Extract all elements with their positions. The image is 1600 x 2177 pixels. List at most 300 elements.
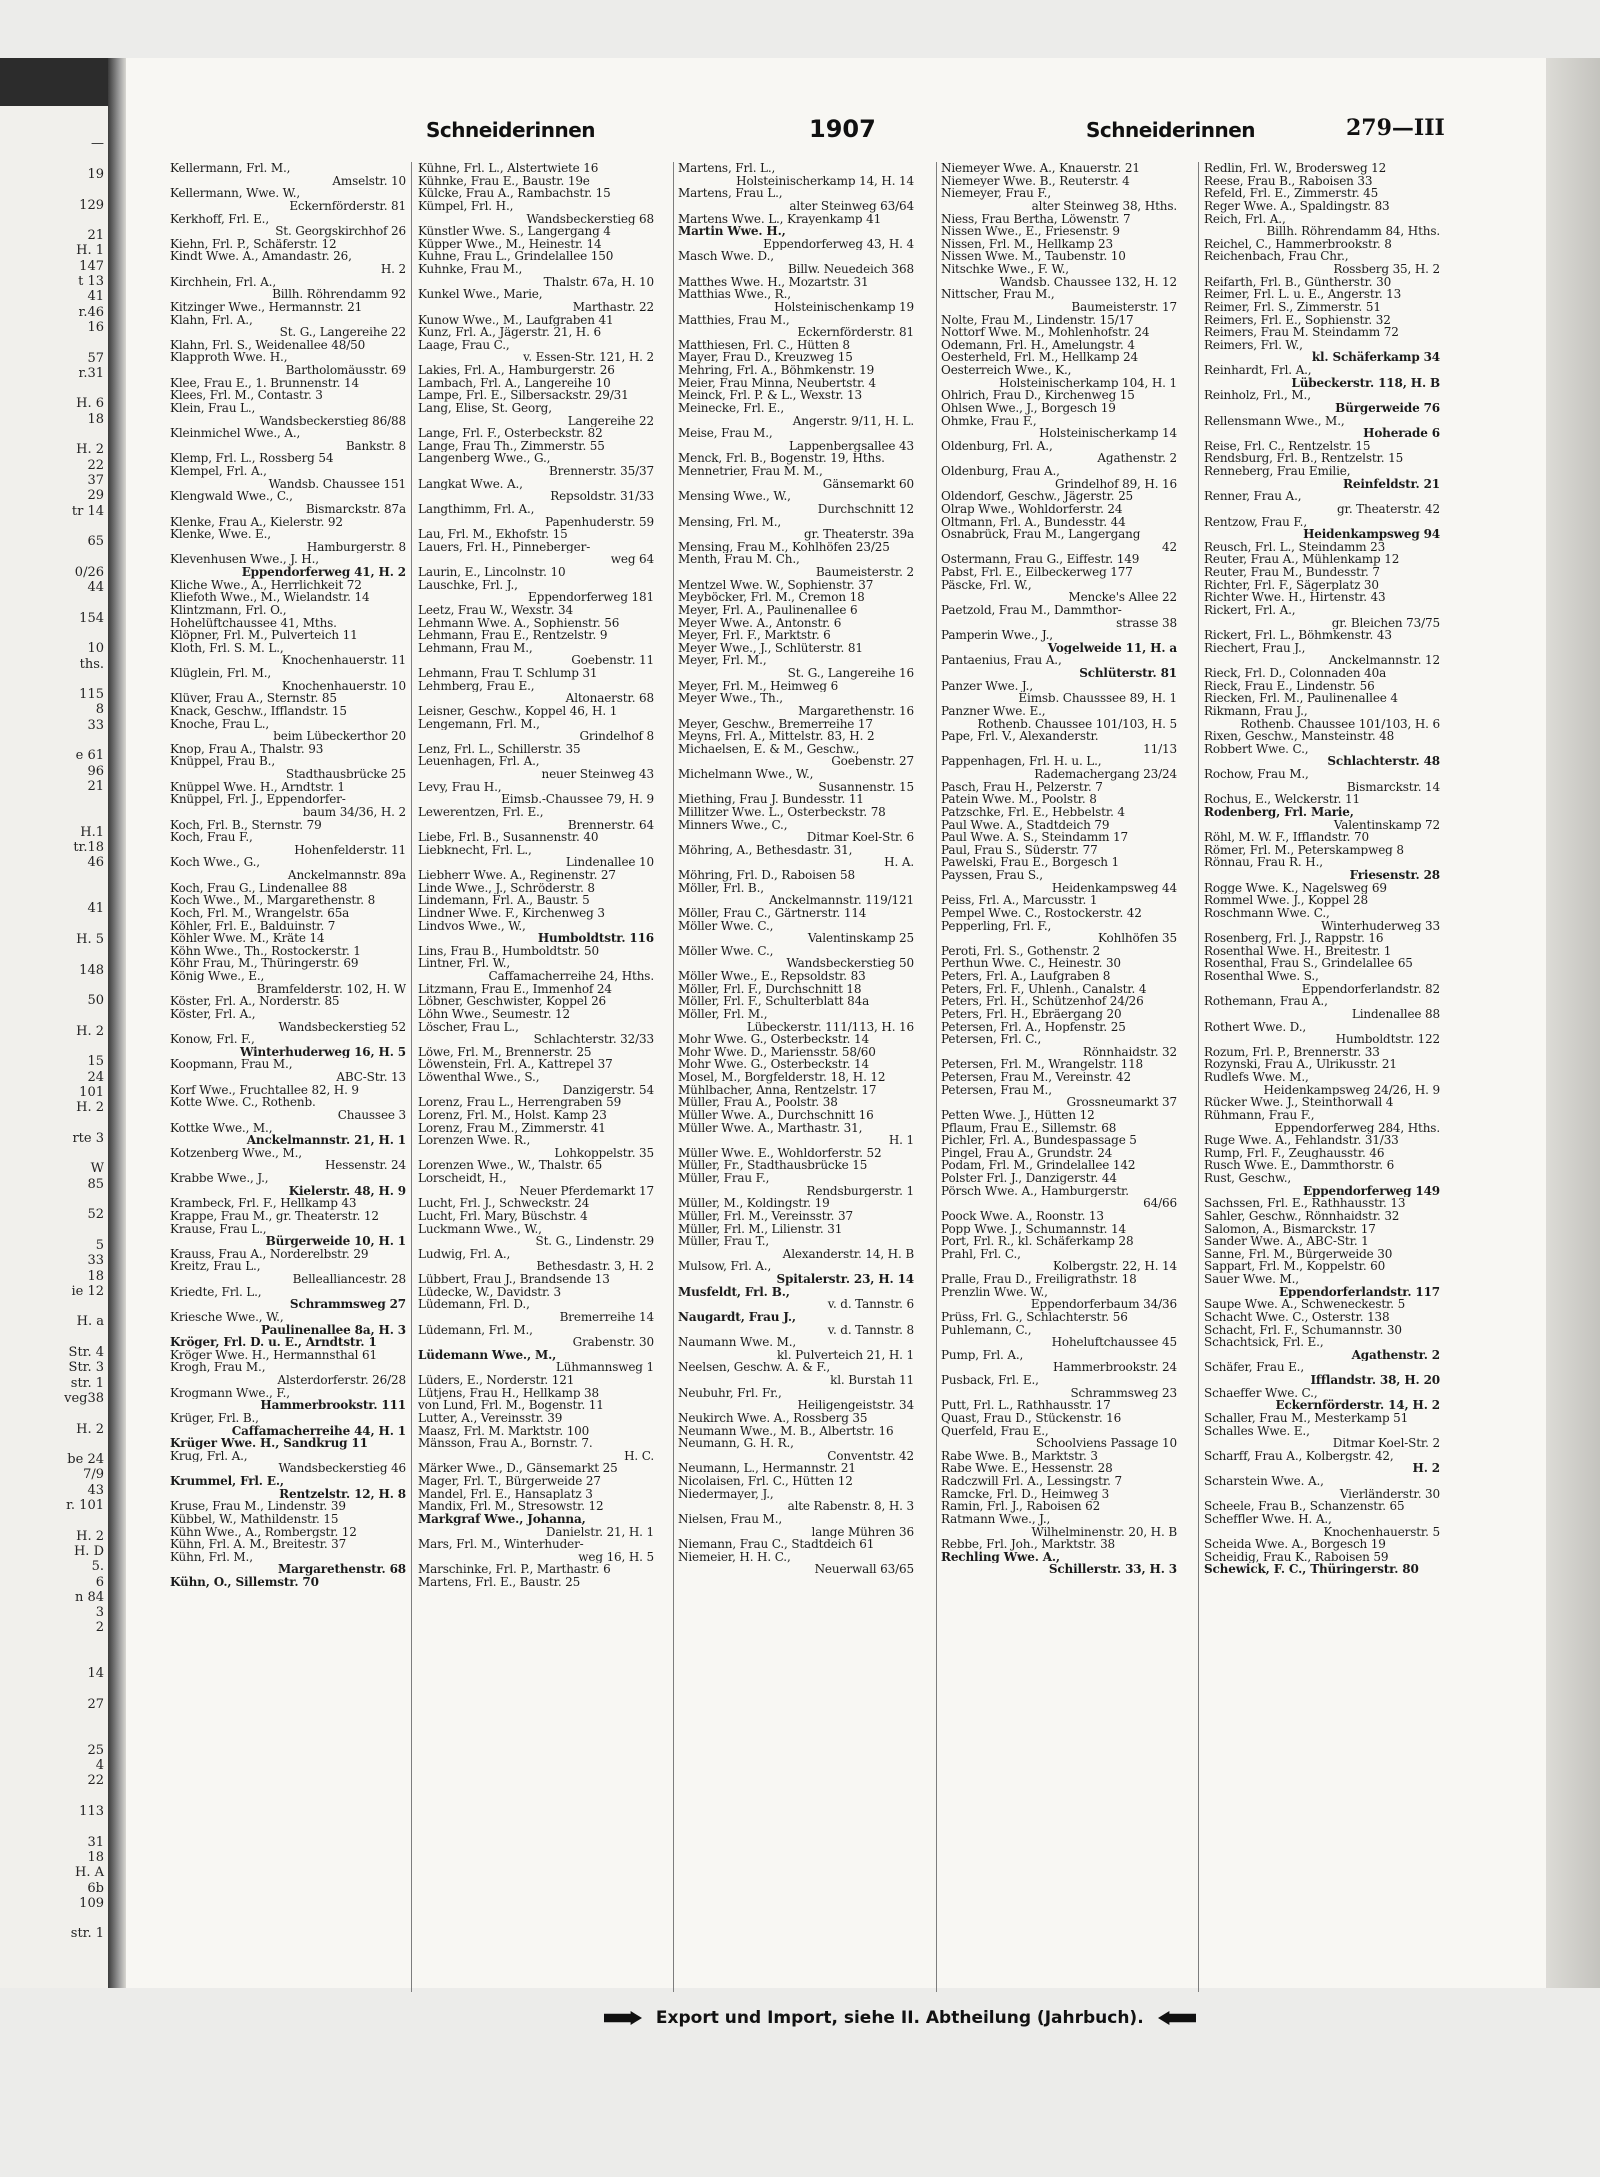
directory-entry: Krummel, Frl. E., — [170, 1475, 284, 1488]
adjacent-page-fragment: 0/26 — [74, 565, 104, 579]
directory-entry: Eppendorferweg 181 — [528, 591, 654, 604]
directory-entry: Lorenzen Wwe. R., — [418, 1134, 531, 1147]
directory-entry: Schaeffer Wwe. C., — [1204, 1386, 1318, 1400]
directory-entry: Oesterheld, Frl. M., Hellkamp 24 — [941, 351, 1139, 364]
directory-entry: Petersen, Frl. C., — [941, 1033, 1042, 1046]
directory-entry: Lüdemann Wwe., M., — [418, 1348, 557, 1362]
directory-entry: Scharff, Frau A., Kolbergstr. 42, — [1204, 1449, 1394, 1463]
directory-entry: Neubuhr, Frl. Fr., — [678, 1386, 782, 1400]
directory-entry: Klevenhusen Wwe., J. H., — [170, 553, 319, 566]
adjacent-page-fragment: rte 3 — [72, 1131, 104, 1145]
directory-entry: Mennetrier, Frau M. M., — [678, 465, 823, 478]
directory-entry: Rentzelstr. 12, H. 8 — [279, 1487, 406, 1501]
directory-entry: Reinhardt, Frl. A., — [1204, 364, 1312, 377]
directory-entry: H. A. — [884, 856, 914, 869]
directory-entry: gr. Bleichen 73/75 — [1331, 616, 1440, 630]
directory-entry: Rellensmann Wwe., M., — [1204, 414, 1345, 428]
adjacent-page-fragment: 113 — [79, 1805, 104, 1818]
directory-entry: Angerstr. 9/11, H. L. — [792, 414, 914, 428]
directory-entry: Sander Wwe. A., ABC-Str. 1 — [1204, 1235, 1369, 1248]
adjacent-page-fragment: 5. — [91, 1560, 104, 1574]
directory-entry: Kreitz, Frau L., — [170, 1260, 261, 1273]
directory-entry: Köster, Frl. A., Norderstr. 85 — [170, 995, 340, 1008]
directory-entry: Rikmann, Frau J., — [1204, 704, 1308, 718]
directory-entry: Reise, Frl. C., Rentzelstr. 15 — [1204, 439, 1371, 453]
adjacent-page-fragment: 8 — [95, 703, 104, 717]
directory-entry: Schäfer, Frau E., — [1204, 1361, 1305, 1374]
directory-entry: Rump, Frl. F., Zeughausstr. 46 — [1204, 1146, 1385, 1160]
directory-entry: Reuter, Frau A., Mühlenkamp 12 — [1204, 553, 1400, 566]
directory-entry: Schlüterstr. 81 — [1079, 667, 1177, 680]
adjacent-page-fragment: e 61 — [75, 749, 104, 763]
directory-entry: Lang, Elise, St. Georg, — [418, 401, 552, 415]
directory-entry: Rendsburgerstr. 1 — [806, 1184, 914, 1198]
directory-entry: Koch, Frl. M., Wrangelstr. 65a — [170, 906, 350, 920]
directory-entry: Mulsow, Frl. A., — [678, 1260, 772, 1273]
directory-entry: Osnabrück, Frau M., Langergang — [941, 528, 1141, 541]
directory-entry: Mencke's Allee 22 — [1068, 591, 1177, 604]
directory-entry: Rieck, Frau E., Lindenstr. 56 — [1204, 679, 1375, 693]
directory-entry: Reinfeldstr. 21 — [1343, 477, 1440, 491]
adjacent-page-fragment: 96 — [87, 764, 104, 778]
directory-entry: Neumann Wwe., M. B., Albertstr. 16 — [678, 1424, 894, 1438]
directory-entry: Lüdemann, Frl. D., — [418, 1298, 530, 1311]
directory-entry: Salomon, A., Bismarckstr. 17 — [1204, 1222, 1376, 1236]
directory-entry: Scharstein Wwe. A., — [1204, 1475, 1324, 1488]
directory-entry: Grossneumarkt 37 — [1066, 1096, 1177, 1109]
directory-entry: Knüppel, Frl. J., Eppendorfer- — [170, 793, 346, 806]
adjacent-page-fragment: 147 — [79, 259, 104, 273]
adjacent-page-fragment: 21 — [87, 229, 104, 243]
directory-entry: Krappe, Frau M., gr. Theaterstr. 12 — [170, 1209, 379, 1223]
adjacent-page-fragment: 25 — [87, 1743, 104, 1757]
directory-entry: Ohmke, Frau F., — [941, 414, 1037, 428]
directory-entry: Anckelmannstr. 12 — [1328, 654, 1440, 667]
directory-entry: Danielstr. 21, H. 1 — [545, 1525, 654, 1539]
directory-column-1 — [170, 162, 406, 2032]
directory-entry: Krogmann Wwe., F., — [170, 1386, 290, 1400]
directory-entry: Michaelsen, E. & M., Geschw., — [678, 742, 860, 756]
directory-entry: St. Georgskirchhof 26 — [275, 225, 406, 238]
directory-entry: Löwe, Frl. M., Brennerstr. 25 — [418, 1045, 592, 1059]
directory-entry: Masch Wwe. D., — [678, 250, 774, 263]
directory-entry: Lorscheidt, H., — [418, 1172, 507, 1185]
adjacent-page-fragment: 154 — [79, 611, 104, 625]
directory-entry: Lehmberg, Frau E., — [418, 679, 535, 693]
directory-entry: v. d. Tannstr. 6 — [827, 1298, 914, 1311]
directory-entry: Eckernförderstr. 81 — [797, 326, 914, 339]
directory-entry: Neumann, L., Hermannstr. 21 — [678, 1462, 856, 1475]
directory-entry: Klees, Frl. M., Contastr. 3 — [170, 389, 323, 402]
directory-entry: Kerkhoff, Frl. E., — [170, 212, 270, 226]
directory-entry: Renner, Frau A., — [1204, 490, 1302, 503]
directory-entry: Margarethenstr. 16 — [798, 704, 914, 718]
directory-entry: Römer, Frl. M., Peterskampweg 8 — [1204, 843, 1404, 857]
directory-entry: Grabenstr. 30 — [572, 1336, 654, 1349]
directory-entry: Patzschke, Frl. E., Hebbelstr. 4 — [941, 805, 1125, 819]
directory-entry: Nicolaisen, Frl. C., Hütten 12 — [678, 1475, 853, 1488]
directory-entry: Rothenb. Chaussee 101/103, H. 6 — [1240, 717, 1440, 731]
directory-entry: Bürgerweide 10, H. 1 — [265, 1235, 406, 1248]
directory-entry: Langenberg Wwe., G., — [418, 452, 551, 465]
header-right-title: Schneiderinnen — [1086, 118, 1256, 142]
directory-entry: 11/13 — [1143, 742, 1177, 756]
adjacent-page-fragment: be 24 — [67, 1453, 104, 1467]
directory-entry: Lange, Frau Th., Zimmerstr. 55 — [418, 439, 605, 453]
directory-entry: Billh. Röhrendamm 84, Hths. — [1266, 225, 1440, 238]
directory-entry: Kriesche Wwe., W., — [170, 1310, 284, 1324]
directory-entry: Lenz, Frl. L., Schillerstr. 35 — [418, 742, 581, 756]
directory-entry: Rochow, Frau M., — [1204, 768, 1309, 781]
directory-entry: Bellealliancestr. 28 — [292, 1273, 406, 1286]
directory-entry: Oltmann, Frl. A., Bundesstr. 44 — [941, 515, 1126, 529]
directory-entry: Lorenzen Wwe., W., Thalstr. 65 — [418, 1159, 603, 1172]
directory-entry: Möller, Frl. F., Schulterblatt 84a — [678, 995, 870, 1008]
directory-entry: Nittscher, Frau M., — [941, 288, 1055, 301]
directory-entry: Lehmann, Frau M., — [418, 641, 533, 655]
directory-entry: Kunow Wwe., M., Laufgraben 41 — [418, 313, 614, 327]
directory-entry: Billw. Neuedeich 368 — [787, 263, 914, 276]
directory-entry: Robbert Wwe. C., — [1204, 742, 1309, 756]
directory-entry: Eppendorferweg 41, H. 2 — [241, 566, 406, 579]
directory-entry: Hoheluftchaussee 45 — [1051, 1336, 1177, 1349]
directory-entry: Eckernförderstr. 14, H. 2 — [1275, 1399, 1440, 1412]
directory-entry: Matthies, Frau M., — [678, 313, 790, 327]
directory-entry: Niemeyer, Frau F., — [941, 187, 1051, 200]
adjacent-page-fragment: 2 — [95, 1621, 104, 1635]
directory-entry: Petten Wwe. J., Hütten 12 — [941, 1108, 1095, 1122]
adjacent-page-fragment: 33 — [87, 1254, 104, 1268]
directory-entry: Peiss, Frl. A., Marcusstr. 1 — [941, 894, 1098, 907]
directory-entry: Löscher, Frau L., — [418, 1020, 519, 1034]
directory-entry: Lewerentzen, Frl. E., — [418, 805, 544, 819]
directory-entry: Hamburgerstr. 8 — [306, 540, 406, 554]
directory-entry: Pabst, Frl. E., Eilbeckerweg 177 — [941, 566, 1133, 579]
directory-entry: Putt, Frl. L., Rathhausstr. 17 — [941, 1399, 1111, 1412]
directory-entry: Port, Frl. R., kl. Schäferkamp 28 — [941, 1235, 1134, 1248]
adjacent-page-fragment: tr.18 — [73, 841, 104, 855]
directory-entry: Külcke, Frau A., Rambachstr. 15 — [418, 187, 611, 200]
directory-entry: Rieck, Frl. D., Colonnaden 40a — [1204, 667, 1387, 680]
directory-entry: Lehmann, Frau T. Schlump 31 — [418, 667, 598, 680]
directory-entry: ABC-Str. 13 — [336, 1071, 406, 1084]
directory-entry: 42 — [1162, 540, 1177, 554]
adjacent-page-fragment: n 84 — [74, 1590, 104, 1604]
directory-entry: Koch Wwe., G., — [170, 856, 260, 869]
directory-entry: Knack, Geschw., Ifflandstr. 15 — [170, 704, 347, 718]
directory-entry: Meier, Frau Minna, Neubertstr. 4 — [678, 376, 877, 390]
directory-entry: Löwenthal Wwe., S., — [418, 1071, 540, 1084]
adjacent-page-fragment: 27 — [87, 1697, 104, 1711]
directory-entry: v. d. Tannstr. 8 — [827, 1323, 914, 1337]
directory-entry: Renneberg, Frau Emilie, — [1204, 465, 1351, 478]
directory-entry: Nissen Wwe. M., Taubenstr. 10 — [941, 250, 1126, 263]
directory-entry: Reimers, Frau M. Steindamm 72 — [1204, 326, 1399, 339]
adjacent-page-fragment: 115 — [79, 688, 104, 702]
directory-entry: Lübeckerstr. 118, H. B — [1291, 376, 1440, 390]
directory-entry: Puhlemann, C., — [941, 1323, 1032, 1337]
directory-entry: Pingel, Frau A., Grundstr. 24 — [941, 1146, 1113, 1160]
directory-entry: Meyer, Frl. A., Paulinenallee 6 — [678, 603, 858, 617]
directory-entry: Stadthausbrücke 25 — [285, 768, 406, 781]
directory-entry: Ratmann Wwe., J., — [941, 1512, 1051, 1526]
adjacent-page-fragment: H. 5 — [76, 932, 104, 946]
directory-entry: Niemeyer Wwe. B., Reuterstr. 4 — [941, 174, 1130, 188]
directory-entry: Rommel Wwe. J., Koppel 28 — [1204, 894, 1368, 907]
directory-entry: Kielerstr. 48, H. 9 — [288, 1184, 406, 1198]
directory-entry: Kotte Wwe. C., Rothenb. — [170, 1096, 316, 1109]
directory-entry: Refeld, Frl. E., Zimmerstr. 45 — [1204, 187, 1379, 200]
directory-entry: Rentzow, Frau F., — [1204, 515, 1308, 529]
directory-entry: Meyer, Frl. F., Marktstr. 6 — [678, 629, 831, 642]
directory-entry: Holsteinischerkamp 14 — [1039, 427, 1177, 440]
directory-entry: Millitzer Wwe. L., Osterbeckstr. 78 — [678, 805, 886, 819]
directory-entry: Kottke Wwe., M., — [170, 1121, 273, 1135]
directory-entry: Wilhelminenstr. 20, H. B — [1031, 1525, 1177, 1539]
directory-entry: Schlachterstr. 32/33 — [533, 1033, 654, 1046]
directory-entry: Peters, Frl. A., Laufgraben 8 — [941, 970, 1111, 983]
adjacent-page-fragment: 37 — [87, 473, 104, 487]
directory-page — [126, 58, 1546, 2028]
directory-entry: Eppendorferlandstr. 117 — [1278, 1285, 1440, 1299]
directory-entry: Rechling Wwe. A., — [941, 1550, 1060, 1564]
directory-entry: Koch, Frl. B., Sternstr. 79 — [170, 818, 322, 832]
directory-entry: Rochus, E., Welckerstr. 11 — [1204, 793, 1360, 806]
adjacent-page-fragment: veg38 — [64, 1391, 104, 1405]
directory-entry: Ditmar Koel-Str. 6 — [806, 831, 914, 844]
directory-entry: Künstler Wwe. S., Langergang 4 — [418, 225, 611, 238]
directory-entry: Rebbe, Frl. Joh., Marktstr. 38 — [941, 1538, 1116, 1551]
adjacent-page-fragment: 109 — [79, 1896, 104, 1910]
directory-entry: Nitschke Wwe., F. W., — [941, 263, 1069, 276]
directory-entry: Paul Wwe. A. S., Steindamm 17 — [941, 831, 1128, 844]
directory-entry: Kloth, Frl. S. M. L., — [170, 641, 284, 655]
directory-entry: Leetz, Frau W., Wexstr. 34 — [418, 603, 574, 617]
directory-entry: Paul, Frau S., Süderstr. 77 — [941, 843, 1098, 857]
directory-entry: Roschmann Wwe. C., — [1204, 906, 1330, 920]
directory-entry: Kleinmichel Wwe., A., — [170, 427, 301, 440]
directory-entry: Papenhuderstr. 59 — [545, 515, 654, 529]
directory-entry: Heidenkampsweg 44 — [1051, 881, 1177, 895]
directory-entry: Klöpner, Frl. M., Pulverteich 11 — [170, 629, 358, 642]
directory-entry: Klahn, Frl. S., Weidenallee 48/50 — [170, 338, 366, 352]
directory-entry: Neelsen, Geschw. A. & F., — [678, 1361, 831, 1374]
directory-entry: Reuter, Frau M., Bundesstr. 7 — [1204, 566, 1380, 579]
directory-entry: Kröger, Frl. D. u. E., Arndtstr. 1 — [170, 1336, 377, 1349]
directory-entry: Kunz, Frl. A., Jägerstr. 21, H. 6 — [418, 326, 601, 339]
directory-entry: Reifarth, Frl. B., Güntherstr. 30 — [1204, 275, 1392, 289]
pointing-hand-icon — [604, 2011, 642, 2025]
directory-entry: Popp Wwe. J., Schumannstr. 14 — [941, 1222, 1126, 1236]
directory-entry: Sappart, Frl. M., Koppelstr. 60 — [1204, 1260, 1386, 1273]
directory-entry: Riechert, Frau J., — [1204, 641, 1306, 655]
directory-entry: weg 64 — [610, 553, 654, 566]
directory-entry: Korf Wwe., Fruchtallee 82, H. 9 — [170, 1083, 359, 1097]
directory-entry: Olrap Wwe., Wohldorferstr. 24 — [941, 502, 1123, 516]
directory-entry: Krambeck, Frl. F., Hellkamp 43 — [170, 1197, 357, 1210]
directory-entry: Lüders, E., Norderstr. 121 — [418, 1374, 575, 1387]
page-footer — [596, 2008, 1204, 2034]
adjacent-page-fragment: 101 — [79, 1085, 104, 1099]
directory-entry: Hammerbrookstr. 24 — [1053, 1361, 1177, 1374]
directory-entry: Meyer Wwe., J., Schlüterstr. 81 — [678, 641, 863, 655]
directory-entry: Linde Wwe., J., Schröderstr. 8 — [418, 881, 595, 895]
directory-entry: Altonaerstr. 68 — [565, 692, 654, 705]
directory-entry: St. G., Langereihe 22 — [279, 326, 406, 339]
directory-entry: Lindenallee 88 — [1351, 1007, 1440, 1021]
directory-entry: Müller, Frau T., — [678, 1235, 770, 1248]
pointing-hand-icon — [1158, 2011, 1196, 2025]
directory-entry: Reinholz, Frl., M., — [1204, 389, 1311, 402]
directory-entry: Heidenkampsweg 94 — [1303, 528, 1440, 541]
directory-entry: Richter Wwe. H., Hirtenstr. 43 — [1204, 591, 1386, 604]
directory-entry: Reger Wwe. A., Spaldingstr. 83 — [1204, 199, 1390, 213]
directory-entry: Prüss, Frl. G., Schlachterstr. 56 — [941, 1310, 1128, 1324]
directory-entry: Rothemann, Frau A., — [1204, 995, 1328, 1008]
directory-entry: Rust, Geschw., — [1204, 1172, 1292, 1185]
directory-entry: Köhn Wwe., Th., Rostockerstr. 1 — [170, 944, 361, 958]
directory-entry: Eimsb. Chausssee 89, H. 1 — [1018, 692, 1177, 705]
directory-entry: Anckelmannstr. 21, H. 1 — [246, 1134, 406, 1147]
directory-entry: Levy, Frau H., — [418, 780, 502, 794]
directory-entry: Rozum, Frl. P., Brennerstr. 33 — [1204, 1045, 1380, 1059]
adjacent-page-fragment: str. 1 — [70, 1376, 104, 1390]
directory-entry: Pflaum, Frau E., Sillemstr. 68 — [941, 1121, 1117, 1135]
directory-entry: Klapproth Wwe. H., — [170, 351, 288, 364]
directory-entry: Repsoldstr. 31/33 — [550, 490, 654, 503]
directory-entry: Möller, Frl. B., — [678, 881, 764, 895]
directory-entry: Goebenstr. 11 — [571, 654, 654, 667]
directory-entry: Hammerbrookstr. 111 — [260, 1399, 406, 1412]
directory-entry: Matthiesen, Frl. C., Hütten 8 — [678, 338, 850, 352]
directory-entry: Spitalerstr. 23, H. 14 — [776, 1273, 914, 1286]
directory-entry: Niedermayer, J., — [678, 1487, 774, 1501]
directory-entry: Rühmann, Frau F., — [1204, 1108, 1315, 1122]
directory-entry: Schewick, F. C., Thüringerstr. 80 — [1204, 1563, 1419, 1576]
directory-entry: Saupe Wwe. A., Schweneckestr. 5 — [1204, 1298, 1406, 1311]
directory-entry: Reimers, Frl. E., Sophienstr. 32 — [1204, 313, 1391, 327]
directory-entry: Liebe, Frl. B., Susannenstr. 40 — [418, 831, 599, 844]
adjacent-page-fragment: H. 2 — [76, 1529, 104, 1543]
directory-entry: Agathenstr. 2 — [1351, 1348, 1440, 1362]
directory-entry: Pape, Frl. V., Alexanderstr. — [941, 730, 1099, 743]
directory-entry: Martens, Frl. L., — [678, 162, 776, 175]
directory-entry: Niemann, Frau C., Stadtdeich 61 — [678, 1538, 875, 1551]
directory-entry: Krüger Wwe. H., Sandkrug 11 — [170, 1437, 368, 1450]
directory-entry: Meinck, Frl. P. & L., Wexstr. 13 — [678, 389, 863, 402]
directory-entry: Luckmann Wwe., W., — [418, 1222, 542, 1236]
directory-entry: Valentinskamp 72 — [1333, 818, 1440, 832]
directory-entry: Hohenfelderstr. 11 — [294, 843, 406, 857]
directory-entry: Menck, Frl. B., Bogenstr. 19, Hths. — [678, 452, 885, 465]
directory-entry: Leuenhagen, Frl. A., — [418, 755, 540, 768]
directory-entry: kl. Schäferkamp 34 — [1311, 351, 1440, 364]
directory-entry: Ruge Wwe. A., Fehlandstr. 31/33 — [1204, 1134, 1399, 1147]
page-edge — [1546, 58, 1600, 1988]
directory-entry: Poock Wwe. A., Roonstr. 13 — [941, 1209, 1104, 1223]
directory-entry: Mensing Wwe., W., — [678, 490, 791, 503]
directory-entry: gr. Theaterstr. 42 — [1337, 502, 1440, 516]
directory-entry: Pralle, Frau D., Freiligrathstr. 18 — [941, 1273, 1137, 1286]
directory-entry: Leisner, Geschw., Koppel 46, H. 1 — [418, 704, 618, 718]
directory-entry: Oldenburg, Frl. A., — [941, 439, 1053, 453]
directory-entry: Marschinke, Frl. P., Marthastr. 6 — [418, 1563, 611, 1576]
directory-entry: Laurin, E., Lincolnstr. 10 — [418, 566, 566, 579]
directory-entry: Bürgerweide 76 — [1335, 401, 1440, 415]
directory-entry: Lehmann Wwe. A., Sophienstr. 56 — [418, 616, 620, 630]
directory-entry: Meyns, Frl. A., Mittelstr. 83, H. 2 — [678, 730, 875, 743]
directory-entry: Kuhnke, Frau M., — [418, 263, 523, 276]
directory-entry: Knoche, Frau L., — [170, 717, 270, 731]
directory-entry: Pempel Wwe. C., Rostockerstr. 42 — [941, 906, 1142, 920]
adjacent-page-fragment: 6 — [95, 1575, 104, 1589]
directory-entry: Wandsb. Chaussee 151 — [268, 477, 406, 491]
directory-entry: Lauschke, Frl. J., — [418, 578, 518, 592]
column-rule — [936, 162, 937, 1992]
adjacent-page-shadow — [0, 58, 108, 106]
directory-entry: Holsteinischerkamp 14, H. 14 — [736, 174, 914, 188]
directory-entry: Eppendorferbaum 34/36 — [1030, 1298, 1177, 1311]
adjacent-page-fragment: 21 — [87, 779, 104, 793]
directory-entry: Minners Wwe., C., — [678, 818, 788, 832]
directory-entry: Billh. Röhrendamm 92 — [272, 288, 406, 301]
directory-entry: Lindemann, Frl. A., Baustr. 5 — [418, 894, 590, 907]
directory-entry: Alsterdorferstr. 26/28 — [277, 1374, 406, 1387]
directory-entry: alte Rabenstr. 8, H. 3 — [787, 1500, 914, 1513]
directory-entry: Petersen, Frl. M., Wrangelstr. 118 — [941, 1058, 1144, 1071]
adjacent-page-fragment: 6b — [87, 1881, 104, 1895]
directory-entry: Rosenberg, Frl. J., Rappstr. 16 — [1204, 932, 1384, 945]
directory-entry: Payssen, Frau S., — [941, 869, 1043, 882]
directory-entry: Wandsbeckerstieg 50 — [786, 957, 914, 970]
directory-entry: Meyer Wwe., Th., — [678, 692, 783, 705]
directory-entry: König Wwe., E., — [170, 970, 265, 983]
adjacent-page-fragment: 15 — [87, 1055, 104, 1069]
directory-entry: Holsteinischenkamp 19 — [774, 300, 914, 314]
directory-entry: kl. Pulverteich 21, H. 1 — [776, 1348, 914, 1362]
directory-entry: neuer Steinweg 43 — [541, 768, 654, 781]
directory-entry: Schacht, Frl. F., Schumannstr. 30 — [1204, 1323, 1402, 1337]
directory-entry: Knop, Frau A., Thalstr. 93 — [170, 742, 324, 756]
directory-entry: Kruse, Frau M., Lindenstr. 39 — [170, 1500, 346, 1513]
directory-entry: Klenke, Wwe. E., — [170, 528, 271, 541]
directory-entry: Conventstr. 42 — [827, 1449, 914, 1463]
directory-entry: Knochenhauerstr. 11 — [281, 654, 406, 667]
directory-entry: Humboldtstr. 122 — [1335, 1033, 1440, 1046]
directory-entry: Paul Wwe. A., Stadtdeich 79 — [941, 818, 1110, 832]
directory-entry: Bramfelderstr. 102, H. W — [256, 982, 406, 996]
directory-entry: Klahn, Frl. A., — [170, 313, 253, 327]
directory-entry: Martens, Frl. E., Baustr. 25 — [418, 1576, 581, 1589]
directory-entry: Lindvos Wwe., W., — [418, 919, 526, 933]
adjacent-page-fragment: 7/9 — [83, 1468, 104, 1482]
directory-entry: Michelmann Wwe., W., — [678, 768, 814, 781]
directory-entry: Matthes Wwe. H., Mozartstr. 31 — [678, 275, 869, 289]
directory-entry: Petersen, Frau M., Vereinstr. 42 — [941, 1071, 1131, 1084]
directory-entry: Paulinenallee 8a, H. 3 — [261, 1323, 406, 1337]
directory-entry: Niess, Frau Bertha, Löwenstr. 7 — [941, 212, 1131, 226]
directory-entry: Krüger, Frl. B., — [170, 1411, 259, 1425]
directory-entry: Mohr Wwe. D., Mariensstr. 58/60 — [678, 1045, 876, 1059]
directory-entry: strasse 38 — [1116, 616, 1177, 630]
directory-entry: Klempel, Frl. A., — [170, 465, 267, 478]
directory-entry: Kellermann, Wwe. W., — [170, 187, 301, 200]
adjacent-page-fragment: 129 — [79, 198, 104, 212]
directory-entry: Klee, Frau E., 1. Brunnenstr. 14 — [170, 376, 359, 390]
directory-entry: Rickert, Frl. A., — [1204, 603, 1296, 617]
directory-entry: v. Essen-Str. 121, H. 2 — [523, 351, 654, 364]
directory-entry: Klintzmann, Frl. O., — [170, 603, 287, 617]
